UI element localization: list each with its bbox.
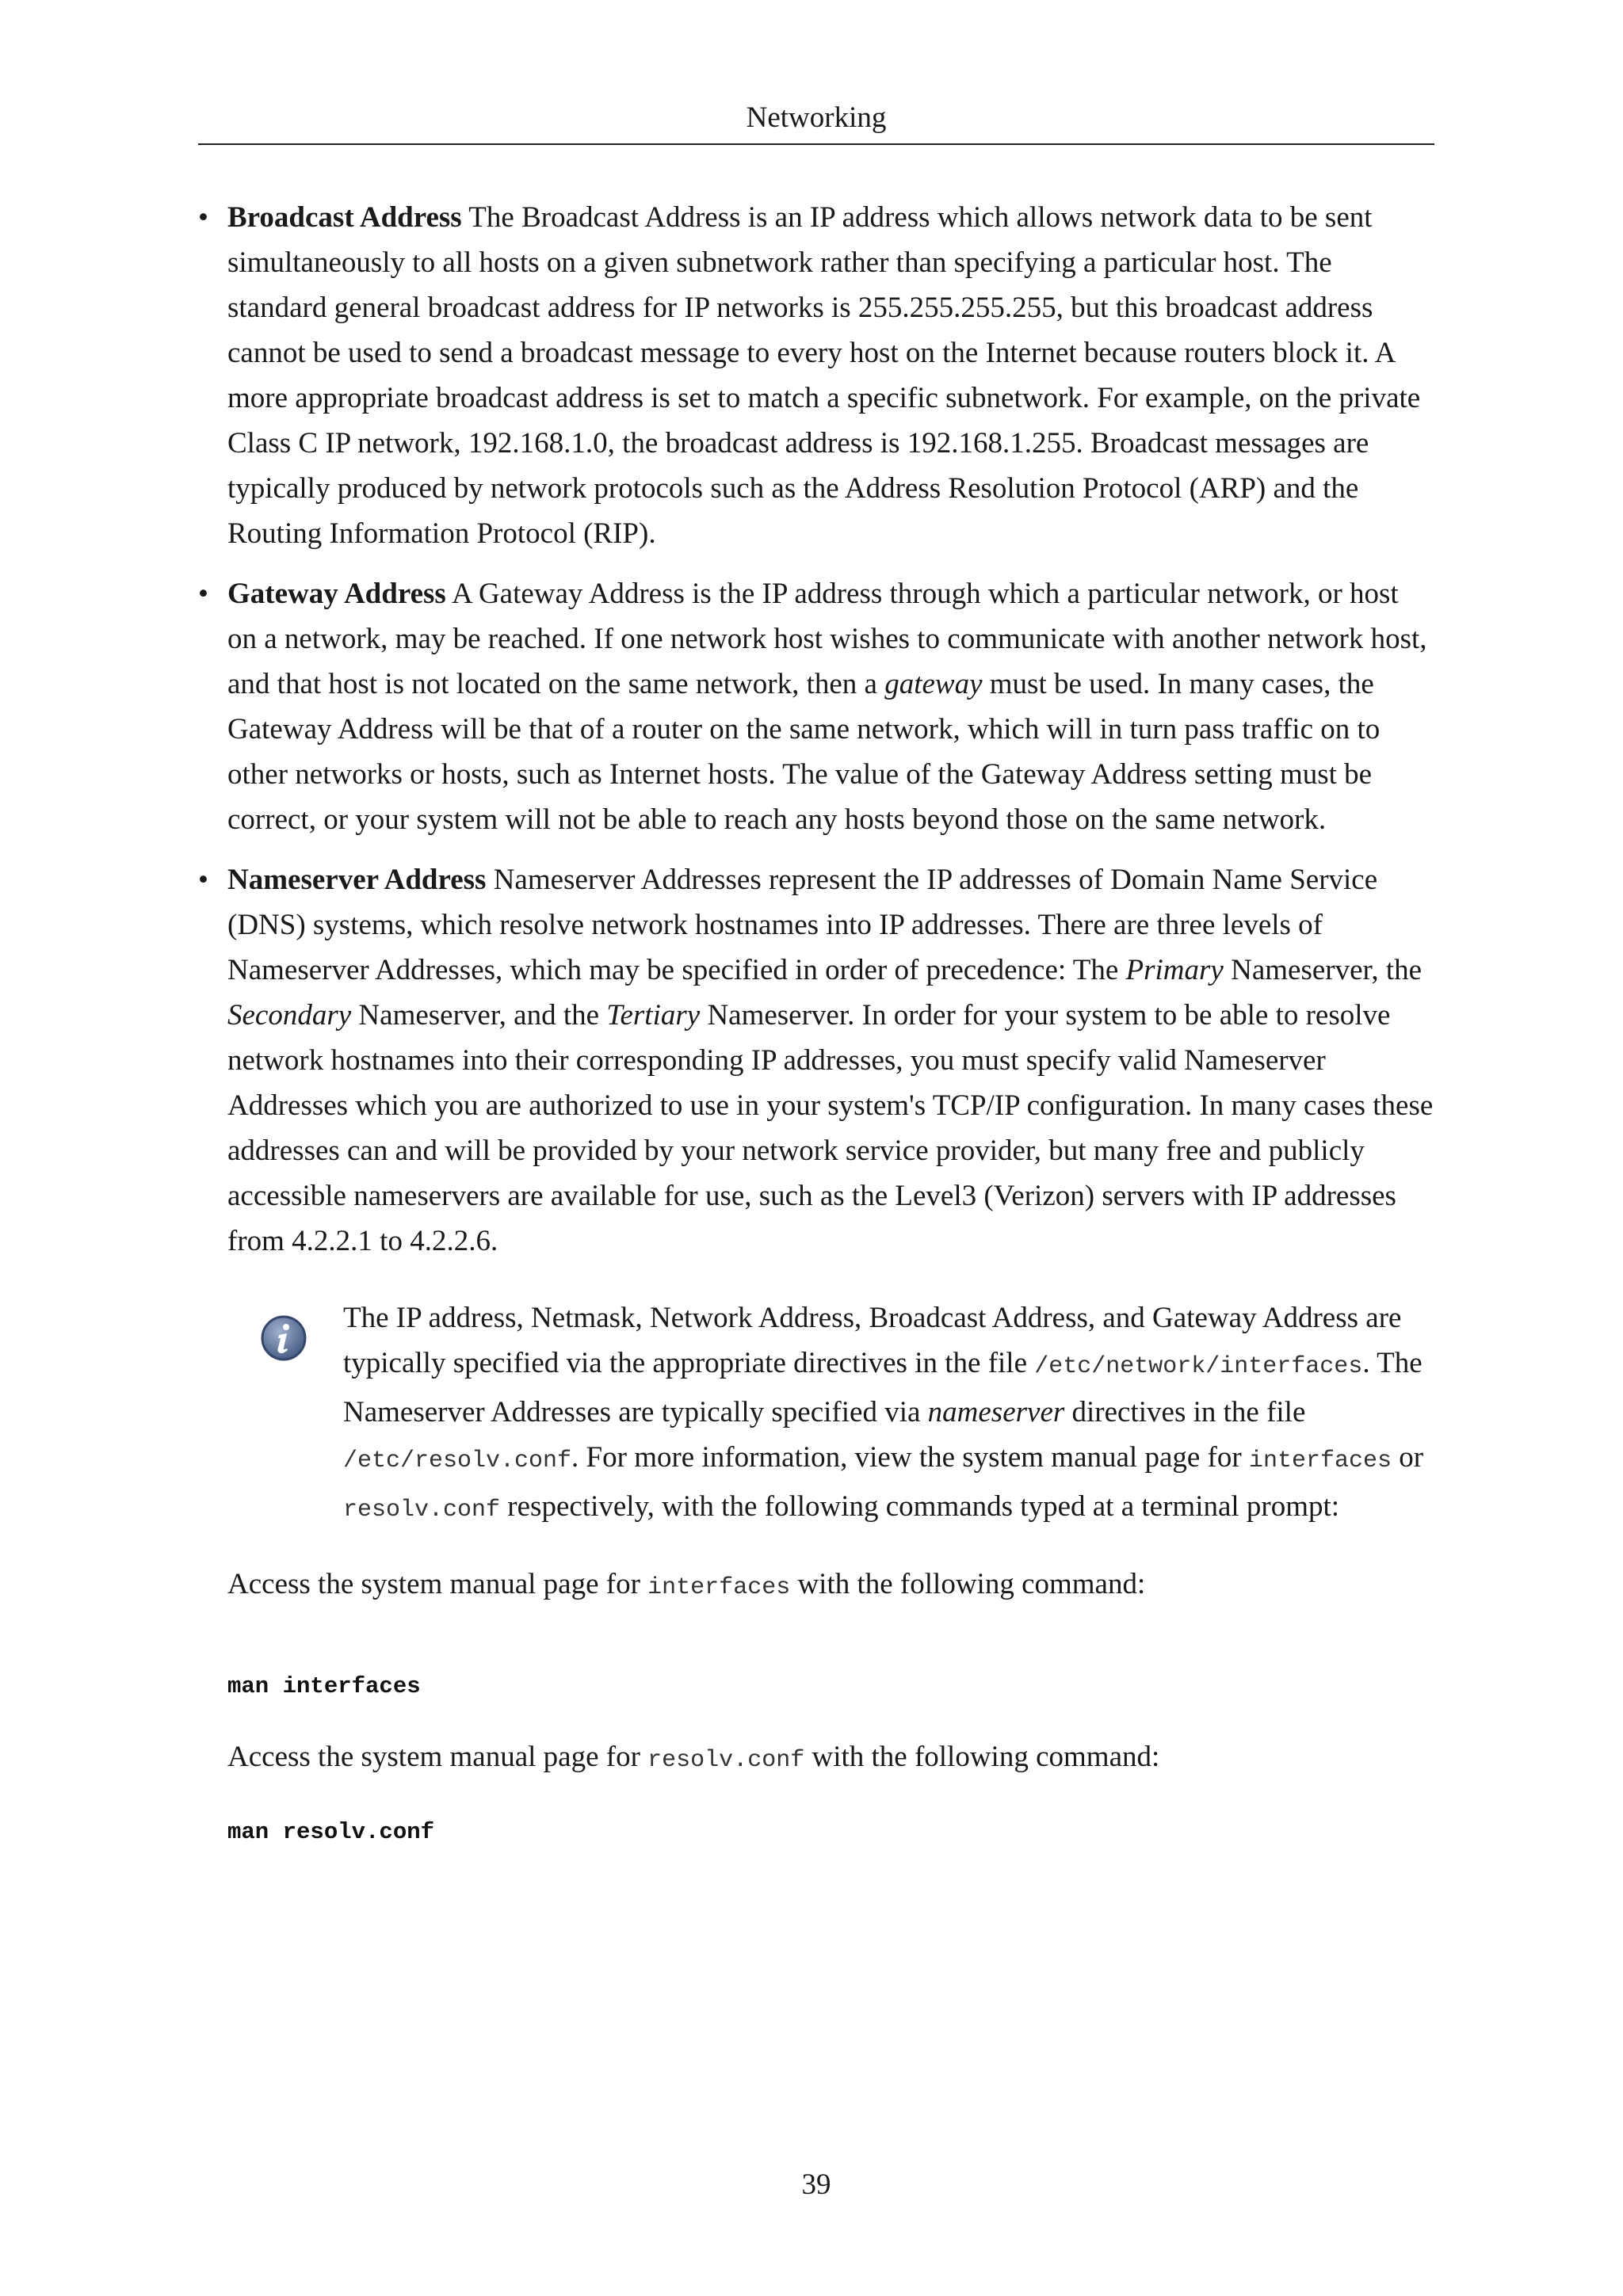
note-text: respectively, with the following commands typed at a terminal prompt: xyxy=(500,1490,1340,1523)
file-path: /etc/resolv.conf xyxy=(343,1447,572,1474)
bullet: • xyxy=(198,578,208,610)
inline-code: resolv.conf xyxy=(343,1497,501,1524)
term: Broadcast Address xyxy=(227,201,462,234)
list-item-gateway-address xyxy=(198,571,1434,842)
note-text: directives in the file xyxy=(1064,1396,1306,1428)
inline-code: interfaces xyxy=(647,1574,791,1601)
emphasis: Secondary xyxy=(227,999,352,1032)
inline-code: interfaces xyxy=(1248,1447,1392,1474)
definition-text: Nameserver, the xyxy=(1223,954,1423,986)
list-item-broadcast-address xyxy=(198,195,1434,556)
emphasis: Primary xyxy=(1125,954,1224,986)
term: Nameserver Address xyxy=(227,864,487,896)
note-text: The IP address, Netmask, Network Address, Broadcast Address, and Gateway Address are typically specified via the appropriate directives in the file xyxy=(343,1302,1402,1379)
page-number: 39 xyxy=(801,2168,831,2201)
command-line: man resolv.conf xyxy=(227,1819,435,1845)
emphasis: Tertiary xyxy=(606,999,701,1032)
definition-text: must be used. In many cases, the Gateway Address will be that of a router on the same network, which will in turn pass traffic on to other networks or hosts, such as Internet hosts. The value of the Gateway Address setting must be correct, or your system will not be able to reach any hosts beyond those on the same network. xyxy=(227,668,1381,836)
definition-text: Nameserver. In order for your system to be able to resolve network hostnames into their corresponding IP addresses, you must specify valid Nameserver Addresses which you are authorized to use in your system's TCP/IP configuration. In many cases these addresses can and will be provided by your network service provider, but many free and publicly accessible nameservers are available for use, such as the Level3 (Verizon) servers with IP addresses from 4.2.2.1 to 4.2.2.6. xyxy=(227,999,1434,1257)
paragraph-text: Access the system manual page for xyxy=(227,1741,648,1773)
page-header: Networking xyxy=(746,101,887,134)
definition-list xyxy=(198,195,1434,1264)
term: Gateway Address xyxy=(227,578,446,610)
definition-text: Nameserver Addresses represent the IP addresses of Domain Name Service (DNS) systems, which resolve network hostnames into IP addresses. There are three levels of Nameserver Addresses, which may be specified in order of precedence: The xyxy=(227,864,1378,986)
paragraph-resolv xyxy=(227,1734,1434,1783)
paragraph-text: Access the system manual page for xyxy=(227,1568,648,1600)
header-divider xyxy=(198,143,1434,145)
main-content xyxy=(198,195,1434,1848)
list-item-nameserver-address xyxy=(198,857,1434,1264)
emphasis: nameserver xyxy=(927,1396,1065,1428)
note-text: . For more information, view the system manual page for xyxy=(571,1441,1249,1474)
definition-text: A Gateway Address is the IP address through which a particular network, or host on a network, may be reached. If one network host wishes to communicate with another network host, and that host is not located on the same network, then a xyxy=(227,578,1427,700)
inline-code: resolv.conf xyxy=(647,1747,805,1774)
command-line: man interfaces xyxy=(227,1673,421,1699)
info-icon xyxy=(260,1314,307,1362)
note-text: or xyxy=(1391,1441,1424,1474)
bullet: • xyxy=(198,864,208,896)
info-note xyxy=(227,1295,1434,1533)
file-path: /etc/network/interfaces xyxy=(1034,1353,1363,1380)
emphasis: gateway xyxy=(884,668,983,700)
definition-text: Nameserver, and the xyxy=(351,999,607,1032)
definition-text: The Broadcast Address is an IP address which allows network data to be sent simultaneously to all hosts on a given subnetwork rather than specifying a particular host. The standard general broadcast address for IP networks is 255.255.255.255, but this broadcast address cannot be used to send a broadcast message to every host on the Internet because routers block it. A more appropriate broadcast address is set to match a specific subnetwork. For example, on the private Class C IP network, 192.168.1.0, the broadcast address is 192.168.1.255. Broadcast messages are typically produced by network protocols such as the Address Resolution Protocol (ARP) and the Routing Information Protocol (RIP). xyxy=(227,201,1421,550)
paragraph-text: with the following command: xyxy=(790,1568,1146,1600)
paragraph-interfaces xyxy=(227,1562,1434,1611)
bullet: • xyxy=(198,201,208,234)
paragraph-text: with the following command: xyxy=(804,1741,1160,1773)
note-text: . The Nameserver Addresses are typically specified via xyxy=(343,1347,1423,1428)
